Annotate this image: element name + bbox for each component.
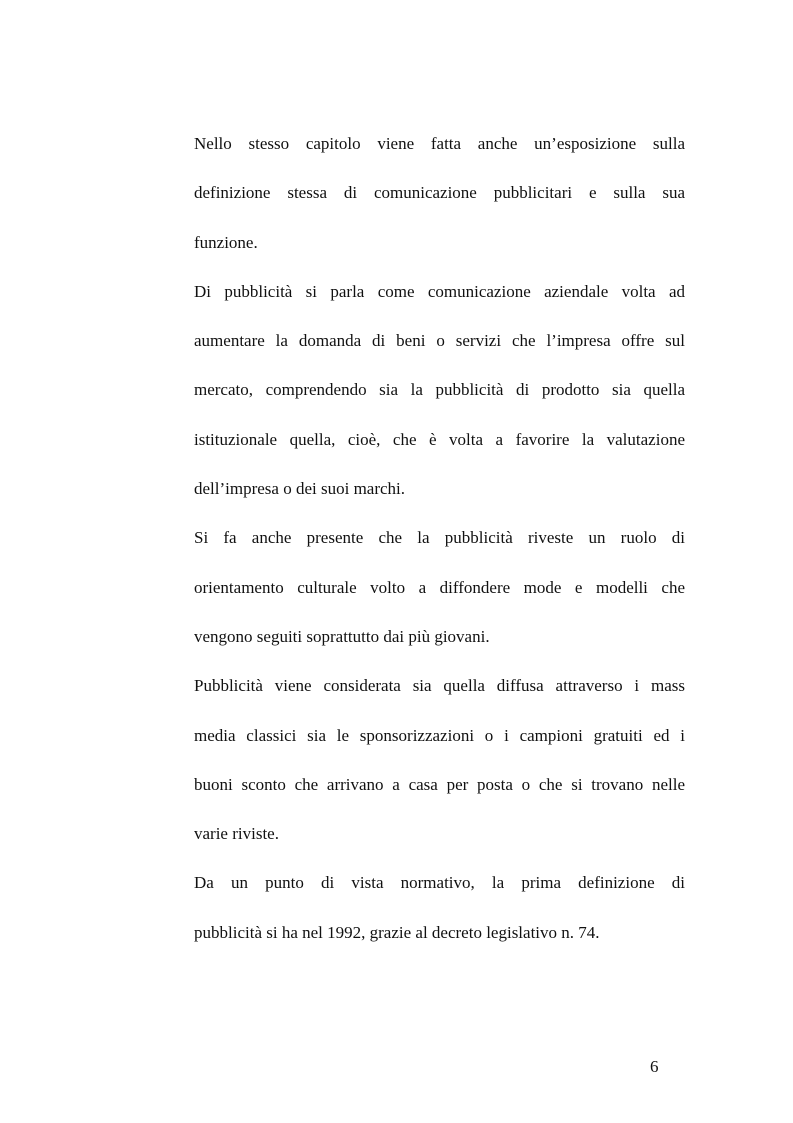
text-line: varie riviste. bbox=[194, 824, 279, 844]
text-line: Da un punto di vista normativo, la prima definizione di bbox=[194, 873, 685, 893]
text-line: istituzionale quella, cioè, che è volta a favorire la valutazione bbox=[194, 429, 685, 449]
text-line: Si fa anche presente che la pubblicità riveste un ruolo di bbox=[194, 528, 685, 548]
text-line: pubblicità si ha nel 1992, grazie al decreto legislativo n. 74. bbox=[194, 922, 600, 942]
text-line: aumentare la domanda di beni o servizi che l’impresa offre sul bbox=[194, 331, 685, 351]
page-number: 6 bbox=[650, 1057, 659, 1076]
text-line: vengono seguiti soprattutto dai più giovani. bbox=[194, 626, 490, 646]
text-line: Nello stesso capitolo viene fatta anche un’esposizione sulla bbox=[194, 134, 685, 153]
text-line: media classici sia le sponsorizzazioni o i campioni gratuiti ed i bbox=[194, 725, 685, 745]
text-line: Pubblicità viene considerata sia quella diffusa attraverso i mass bbox=[194, 676, 685, 696]
text-line: buoni sconto che arrivano a casa per posta o che si trovano nelle bbox=[194, 774, 685, 794]
text-line: definizione stessa di comunicazione pubblicitari e sulla sua bbox=[194, 183, 685, 203]
text-line: orientamento culturale volto a diffondere mode e modelli che bbox=[194, 577, 685, 597]
text-line: Di pubblicità si parla come comunicazione aziendale volta ad bbox=[194, 281, 685, 301]
body-text bbox=[194, 125, 685, 963]
text-line: dell’impresa o dei suoi marchi. bbox=[194, 479, 406, 499]
text-line: funzione. bbox=[194, 232, 258, 252]
text-line: mercato, comprendendo sia la pubblicità di prodotto sia quella bbox=[194, 380, 685, 400]
